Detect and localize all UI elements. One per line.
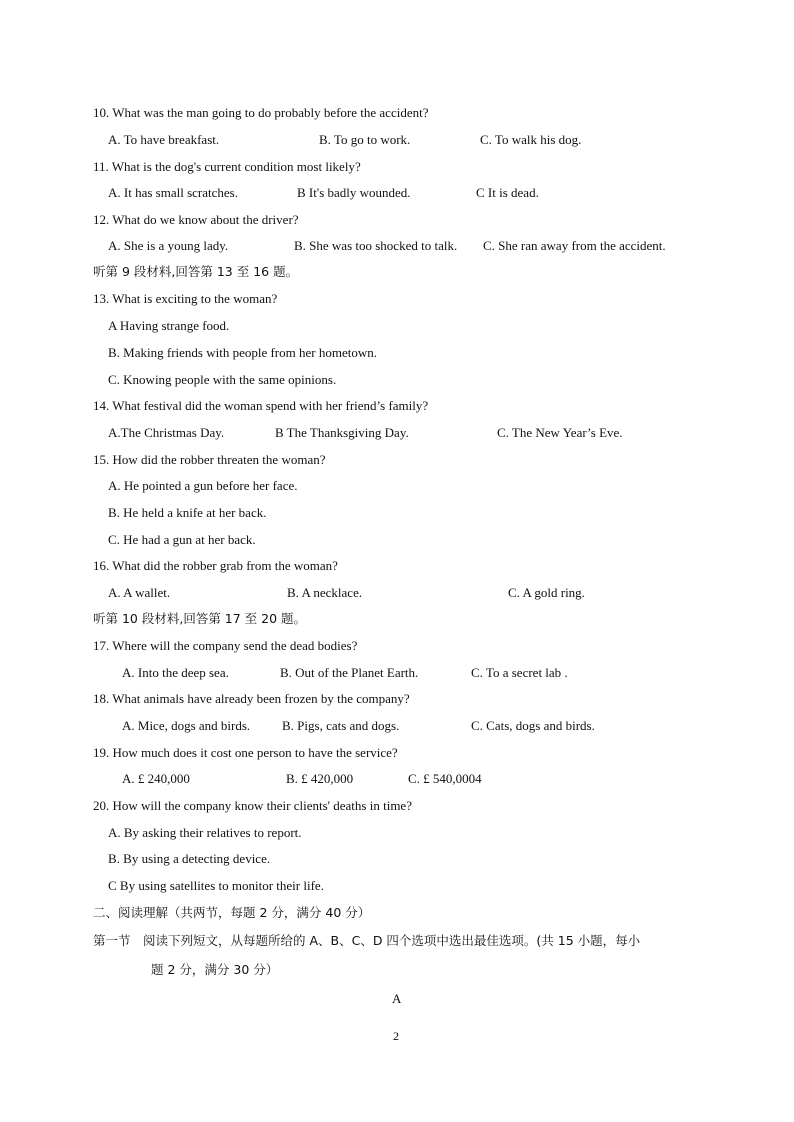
question-12-option-b: B. She was too shocked to talk. xyxy=(294,238,458,253)
question-19-option-b: B. £ 420,000 xyxy=(286,771,354,786)
question-18-option-b: B. Pigs, cats and dogs. xyxy=(282,718,400,733)
question-11-option-b: B It's badly wounded. xyxy=(297,185,411,200)
question-10-option-b: B. To go to work. xyxy=(319,132,411,147)
question-11-option-a: A. It has small scratches. xyxy=(108,185,238,200)
question-13-stem: 13. What is exciting to the woman? xyxy=(93,291,278,306)
question-19-option-a: A. £ 240,000 xyxy=(122,771,190,786)
question-14-option-c: C. The New Year’s Eve. xyxy=(497,425,623,440)
part-2-heading: 二、阅读理解（共两节，每题 2 分，满分 40 分） xyxy=(93,905,371,920)
question-14-stem: 14. What festival did the woman spend with her friend’s family? xyxy=(93,398,429,413)
question-10-stem: 10. What was the man going to do probably before the accident? xyxy=(93,105,429,120)
question-14-option-b: B The Thanksgiving Day. xyxy=(275,425,409,440)
question-15-option-a: A. He pointed a gun before her face. xyxy=(108,478,298,493)
question-17-option-c: C. To a secret lab . xyxy=(471,665,568,680)
question-20-option-a: A. By asking their relatives to report. xyxy=(108,825,302,840)
question-19-stem: 19. How much does it cost one person to have the service? xyxy=(93,745,398,760)
question-16-option-c: C. A gold ring. xyxy=(508,585,585,600)
question-18-stem: 18. What animals have already been frozen by the company? xyxy=(93,691,410,706)
question-18-option-a: A. Mice, dogs and birds. xyxy=(122,718,251,733)
question-18-option-c: C. Cats, dogs and birds. xyxy=(471,718,595,733)
question-15-stem: 15. How did the robber threaten the woman? xyxy=(93,452,326,467)
question-13-option-c: C. Knowing people with the same opinions. xyxy=(108,372,337,387)
question-11-option-c: C It is dead. xyxy=(476,185,539,200)
question-16-stem: 16. What did the robber grab from the woman? xyxy=(93,558,338,573)
section-10-instruction: 听第 10 段材料,回答第 17 至 20 题。 xyxy=(93,611,307,626)
question-15-option-c: C. He had a gun at her back. xyxy=(108,532,256,547)
question-14-option-a: A.The Christmas Day. xyxy=(108,425,225,440)
question-15-option-b: B. He held a knife at her back. xyxy=(108,505,267,520)
question-16-option-a: A. A wallet. xyxy=(108,585,171,600)
question-10-option-c: C. To walk his dog. xyxy=(480,132,582,147)
question-19-option-c: C. £ 540,0004 xyxy=(408,771,482,786)
section-9-instruction: 听第 9 段材料,回答第 13 至 16 题。 xyxy=(93,264,299,279)
part-2-section-1-instruction: 第一节 阅读下列短文，从每题所给的 A、B、C、D 四个选项中选出最佳选项。(共 15 小题，每小 xyxy=(93,933,641,948)
question-13-option-b: B. Making friends with people from her hometown. xyxy=(108,345,377,360)
question-12-stem: 12. What do we know about the driver? xyxy=(93,212,299,227)
question-20-option-c: C By using satellites to monitor their life. xyxy=(108,878,324,893)
question-12-option-a: A. She is a young lady. xyxy=(108,238,229,253)
question-10-option-a: A. To have breakfast. xyxy=(108,132,220,147)
question-16-option-b: B. A necklace. xyxy=(287,585,363,600)
page-number: 2 xyxy=(393,1029,399,1043)
passage-label: A xyxy=(392,991,402,1006)
question-17-option-a: A. Into the deep sea. xyxy=(122,665,229,680)
question-17-stem: 17. Where will the company send the dead bodies? xyxy=(93,638,358,653)
question-12-option-c: C. She ran away from the accident. xyxy=(483,238,666,253)
part-2-section-1-instruction-cont: 题 2 分，满分 30 分） xyxy=(151,962,279,977)
question-20-stem: 20. How will the company know their clients' deaths in time? xyxy=(93,798,412,813)
question-17-option-b: B. Out of the Planet Earth. xyxy=(280,665,419,680)
question-11-stem: 11. What is the dog's current condition most likely? xyxy=(93,159,361,174)
question-20-option-b: B. By using a detecting device. xyxy=(108,851,271,866)
question-13-option-a: A Having strange food. xyxy=(108,318,230,333)
